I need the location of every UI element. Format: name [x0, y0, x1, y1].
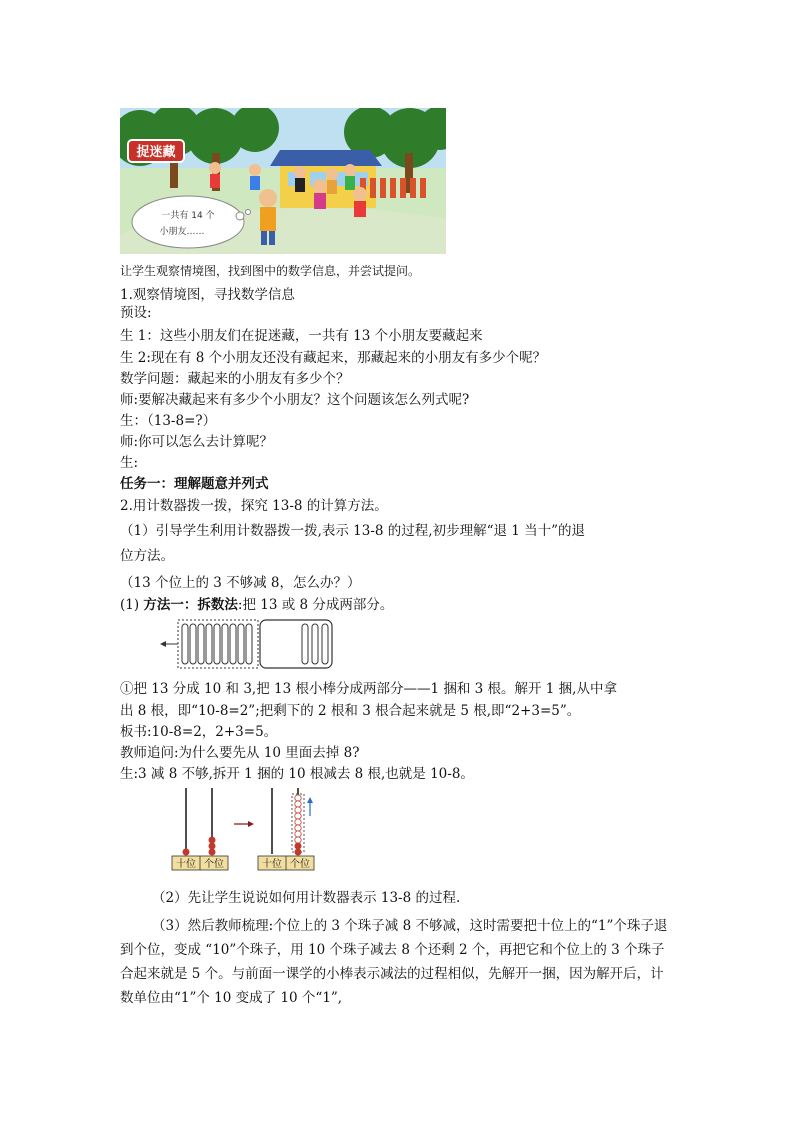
board-writing: 板书:10-8=2，2+3=5。: [120, 724, 278, 740]
step-2-heading: 2.用计数器拨一拨，探究 13-8 的计算方法。: [120, 498, 388, 514]
guide-line-2: 位方法。: [120, 548, 174, 564]
bubble-line-2: 小朋友……: [159, 227, 205, 237]
sticks-illustration: [160, 618, 370, 670]
hide-and-seek-illustration: [120, 108, 446, 254]
student-answer-3: 生:3 减 8 不够,拆开 1 捆的 10 根减去 8 根,也就是 10-8。: [120, 766, 474, 782]
paragraph-2: （2）先让学生说说如何用计数器表示 13-8 的过程.: [152, 890, 461, 906]
teacher-followup: 教师追问:为什么要先从 10 里面去掉 8?: [120, 745, 360, 761]
method-1-title: 方法一：拆数法: [143, 597, 238, 613]
question-note: （13 个位上的 3 不够减 8，怎么办？）: [120, 575, 361, 591]
student-blank: 生:: [120, 455, 139, 471]
guide-line-1: （1）引导学生利用计数器拨一拨,表示 13-8 的过程,初步理解“退 1 当十”的退: [120, 523, 586, 539]
method-1-desc: :把 13 或 8 分成两部分。: [237, 597, 394, 613]
math-question: 数学问题：藏起来的小朋友有多少个？: [120, 371, 350, 387]
preset-label: 预设:: [120, 305, 152, 321]
method-1-number: (1): [120, 597, 144, 613]
student-2-answer: 生 2:现在有 8 个小朋友还没有藏起来，那藏起来的小朋友有多少个呢？: [120, 350, 547, 366]
paragraph-3: （3）然后教师梳理:个位上的 3 个珠子减 8 不够减，这时需要把十位上的“1”个珠子退到个位，变成 “10”个珠子，用 10 个珠子减去 8 个还剩 2 个，再把它和个位上的 3 个珠子合起来就是 5 个。与前面一课学的小棒表示减法的过程相似，先解开一捆，因为解开后，计数单位由“1”个 10 变成了 10 个“1”,: [120, 918, 668, 1006]
ones-label-right: 个位: [290, 859, 310, 870]
bubble-line-1: 一共有 14 个: [161, 211, 215, 221]
student-equation: 生：（13-8=?）: [120, 413, 217, 429]
ones-label-left: 个位: [204, 859, 224, 870]
teacher-question-1: 师:要解决藏起来有多少个小朋友？这个问题该怎么列式呢?: [120, 392, 470, 408]
task-1-heading: 任务一：理解题意并列式: [120, 476, 269, 492]
abacus-illustration: [160, 786, 330, 872]
explain-line-1: ①把 13 分成 10 和 3,把 13 根小棒分成两部分——1 捆和 3 根。解开 1 捆,从中拿: [120, 681, 617, 697]
step-1-heading: 1.观察情境图，寻找数学信息: [120, 287, 295, 303]
student-1-answer: 生 1：这些小朋友们在捉迷藏，一共有 13 个小朋友要藏起来: [120, 328, 483, 344]
tens-label-right: 十位: [262, 859, 282, 870]
method-1-line: [120, 596, 393, 614]
tens-label-left: 十位: [176, 859, 196, 870]
teacher-question-2: 师:你可以怎么去计算呢？: [120, 434, 274, 450]
instruction-line: 让学生观察情境图，找到图中的数学信息，并尝试提问。: [120, 264, 421, 278]
scene-badge-text: 捉迷藏: [136, 145, 176, 160]
explain-line-2: 出 8 根，即“10-8=2”;把剩下的 2 根和 3 根合起来就是 5 根,即“2+3=5”。: [120, 703, 581, 719]
